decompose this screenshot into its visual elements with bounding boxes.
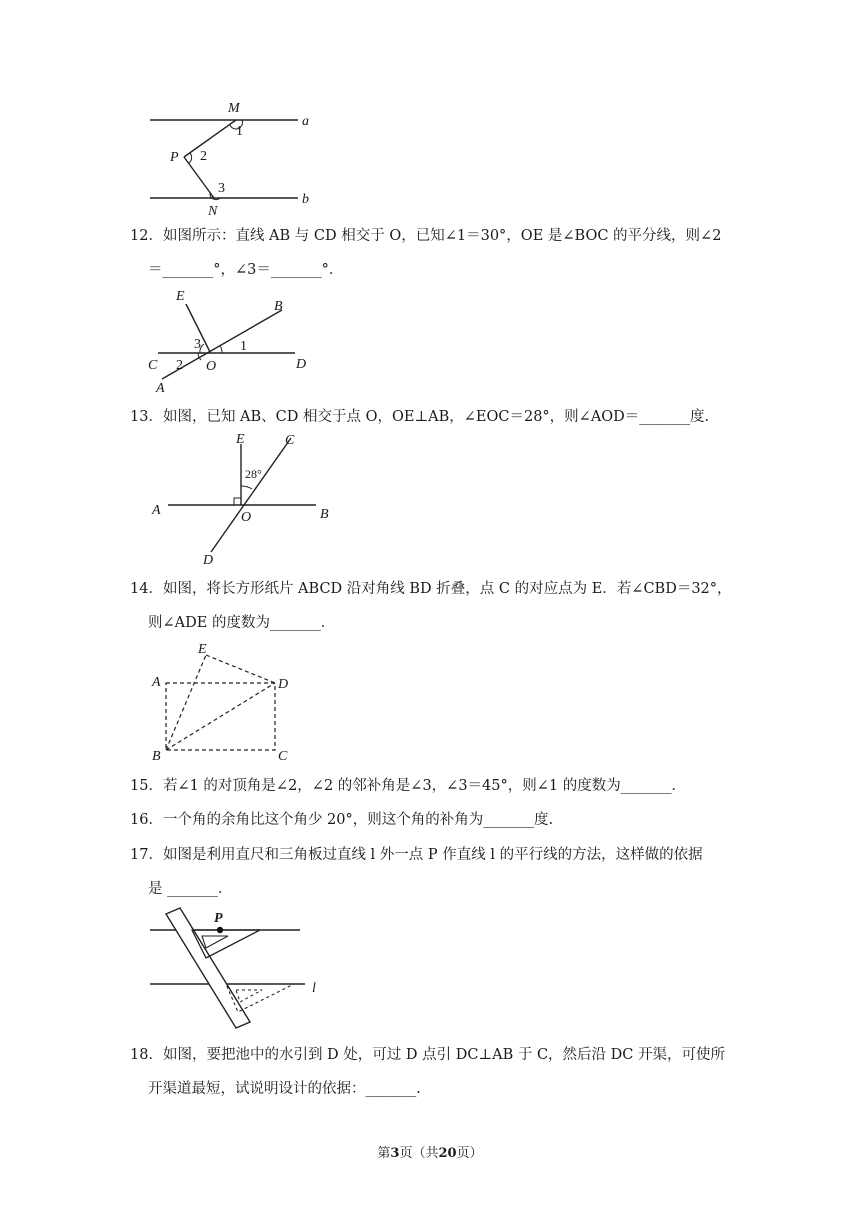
label-P: P — [214, 911, 223, 926]
label-B: B — [152, 749, 161, 764]
label-E: E — [176, 289, 185, 304]
question-15-line-1: 15．若∠1 的对顶角是∠2，∠2 的邻补角是∠3，∠3＝45°，则∠1 的度数为_______． — [130, 778, 686, 794]
question-14-line-1: 14．如图，将长方形纸片 ABCD 沿对角线 BD 折叠，点 C 的对应点为 E．若∠CBD＝32°， — [130, 581, 732, 597]
footer-suffix: 页） — [456, 1146, 483, 1161]
footer-total-pages: 20 — [438, 1146, 457, 1161]
label-b: b — [302, 192, 309, 207]
point-p — [217, 927, 223, 933]
label-A: A — [156, 381, 165, 396]
label-2: 2 — [200, 149, 207, 164]
segment-mp — [184, 120, 236, 157]
question-16-line-1: 16．一个角的余角比这个角少 20°，则这个角的补角为_______度. — [130, 812, 554, 828]
label-N: N — [208, 204, 218, 219]
label-3: 3 — [194, 337, 201, 352]
label-P: P — [170, 150, 179, 165]
segment-pn — [184, 157, 214, 198]
question-18-line-1: 18．如图，要把池中的水引到 D 处，可过 D 点引 DC⊥AB 于 C，然后沿 DC 开渠，可使所 — [130, 1047, 725, 1063]
label-B: B — [274, 299, 283, 314]
question-17-line-2: 是 _______． — [148, 881, 233, 897]
label-a: a — [302, 114, 309, 129]
question-12-line-2: ＝_______°，∠3＝_______°． — [148, 262, 344, 278]
figure-perpendicular-oe — [140, 428, 340, 572]
question-14-line-2: 则∠ADE 的度数为_______． — [148, 615, 336, 631]
angle-arc-1 — [220, 346, 222, 353]
label-1: 1 — [236, 124, 243, 139]
label-E: E — [236, 432, 245, 447]
angle-arc-28 — [241, 486, 252, 489]
figure-intersecting-lines-eoc — [140, 286, 330, 398]
label-D: D — [296, 357, 307, 372]
label-O: O — [206, 359, 217, 374]
triangle-upper-inner — [202, 936, 228, 948]
footer-page-number: 3 — [390, 1146, 400, 1161]
label-1: 1 — [240, 339, 247, 354]
label-3: 3 — [218, 181, 225, 196]
label-D: D — [203, 553, 214, 568]
label-A: A — [152, 503, 161, 518]
question-12-line-1: 12．如图所示：直线 AB 与 CD 相交于 O，已知∠1＝30°，OE 是∠BOC 的平分线，则∠2 — [130, 228, 722, 244]
label-l: l — [312, 981, 316, 996]
figure-folded-rectangle — [140, 638, 310, 768]
label-C: C — [285, 433, 295, 448]
footer-prefix: 第 — [377, 1146, 391, 1161]
angle-arc-2 — [189, 153, 192, 163]
label-O: O — [241, 510, 252, 525]
segment-be — [166, 655, 206, 750]
segment-ed — [206, 655, 275, 683]
question-17-line-1: 17．如图是利用直尺和三角板过直线 l 外一点 P 作直线 l 的平行线的方法，这样做的依据 — [130, 847, 703, 863]
label-2: 2 — [176, 358, 183, 373]
figure-parallel-lines-mpn — [140, 98, 330, 220]
question-18-line-2: 开渠道最短，试说明设计的依据：_______. — [148, 1081, 421, 1097]
triangle-lower-inner-dashed — [236, 990, 262, 1002]
label-M: M — [228, 101, 240, 116]
label-E: E — [198, 642, 207, 657]
question-13-line-1: 13．如图，已知 AB、CD 相交于点 O，OE⊥AB，∠EOC＝28°，则∠AOD＝_______度. — [130, 409, 710, 425]
page-footer — [0, 1142, 860, 1161]
diagonal-bd — [166, 683, 275, 750]
line-cd — [211, 438, 291, 552]
label-B: B — [320, 507, 329, 522]
figure-ruler-triangle — [140, 904, 340, 1032]
footer-mid: 页（共 — [399, 1146, 439, 1161]
label-A: A — [152, 675, 161, 690]
label-C: C — [148, 358, 158, 373]
label-D: D — [278, 677, 289, 692]
label-C: C — [278, 749, 288, 764]
right-angle-mark — [234, 498, 241, 505]
label-angle-28: 28° — [245, 467, 262, 481]
